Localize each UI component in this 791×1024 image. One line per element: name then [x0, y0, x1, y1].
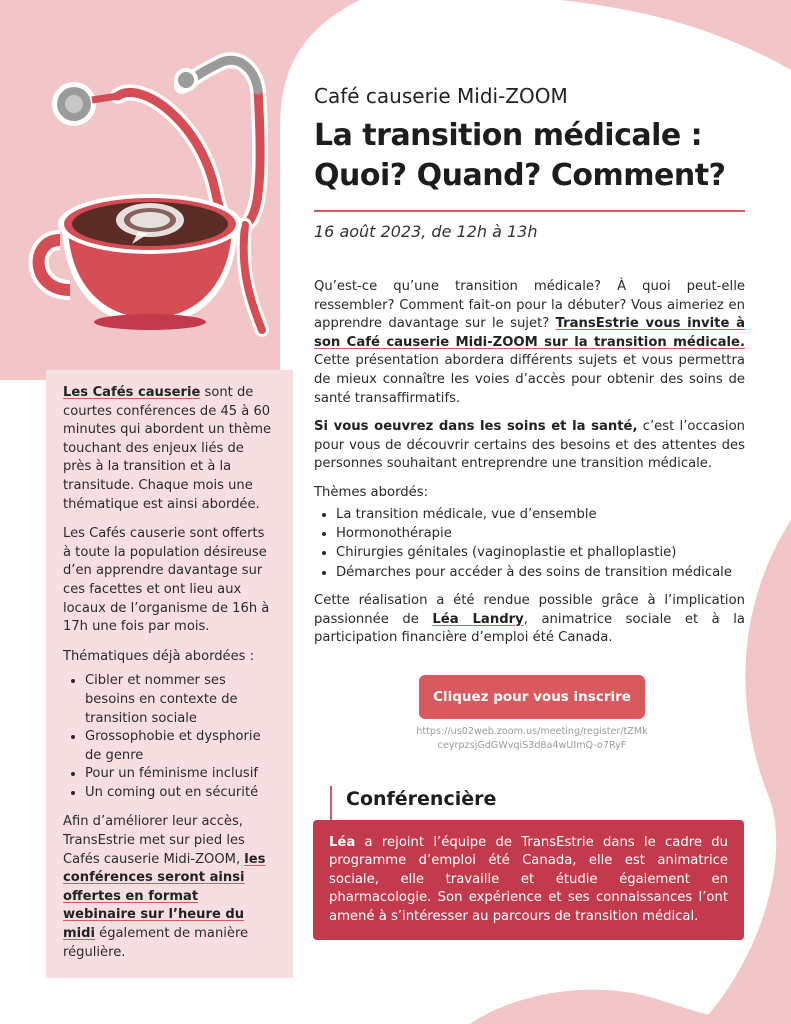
sidebar-intro-text: sont de courtes conférences de 45 à 60 minutes qui abordent un thème touchant des enjeux liés de près à la transition et à la transitude. Chaque mois une thématique est ainsi abordée. — [63, 385, 272, 512]
speaker-name: Léa — [329, 835, 356, 850]
past-topics-label: Thématiques déjà abordées : — [63, 648, 255, 664]
register-button[interactable]: Cliquez pour vous inscrire — [419, 675, 645, 719]
health-text: c’est l’occasion pour vous de découvrir certains des besoins et des attentes des personnes souhaitant entreprendre une transition médicale. — [314, 419, 745, 472]
past-topics-list — [63, 672, 275, 802]
intro-tail: Cette présentation abordera différents sujets et vous permettra de mieux connaître les voies d’accès pour obtenir des soins de santé transaffirmatifs. — [314, 353, 745, 406]
intro-paragraph — [314, 278, 745, 408]
bottom-blob — [470, 990, 740, 1024]
page-title — [314, 116, 754, 196]
sidebar-info — [46, 370, 293, 978]
credit-text: Cette réalisation a été rendue possible grâce à l’implication passionnée de — [314, 593, 745, 627]
title-divider — [314, 210, 745, 212]
intro-invitation: TransEstrie vous invite à son Café causerie Midi-ZOOM sur la transition médicale. — [314, 316, 746, 350]
themes-list — [314, 505, 745, 583]
register-url-link[interactable]: https://us02web.zoom.us/meeting/register/tZMkceyrpzsjGdGWvqiS3d8a4wUImQ-o7RyF — [416, 726, 648, 751]
event-series-label: Café causerie Midi-ZOOM — [314, 84, 568, 108]
theme-item: • Démarches pour accéder à des soins de transition médicale — [336, 563, 745, 582]
speaker-bio — [313, 820, 744, 940]
credit-tail: , animatrice sociale et à la participation financière d’emploi été Canada. — [314, 611, 745, 646]
theme-item: • Chirurgies génitales (vaginoplastie et phalloplastie) — [336, 543, 745, 562]
intro-text: Qu’est-ce qu’une transition médicale? À quoi peut-elle ressembler? Comment fait-on pour la débuter? Vous aimeriez en apprendre davantage sur le sujet? — [314, 279, 745, 332]
credit-name: Léa Landry — [432, 611, 524, 627]
title-line-1: La transition médicale : — [314, 118, 703, 153]
past-topic-item: • Un coming out en sécurité — [85, 784, 275, 803]
sidebar-intro — [63, 384, 275, 514]
themes-label: Thèmes abordés: — [314, 484, 429, 500]
sidebar-webinar — [63, 813, 275, 962]
top-right-blob — [560, 0, 791, 70]
speaker-heading-bar — [330, 786, 332, 820]
sidebar-access: Les Cafés causerie sont offerts à toute la population désireuse d’en apprendre davantage sur ces facettes et ont lieu aux locaux de l’organisme de 16h à 17h une fois par mois. — [63, 526, 270, 635]
sidebar-intro-bold: Les Cafés causerie — [63, 385, 201, 400]
main-content — [314, 278, 745, 658]
past-topic-item: • Cibler et nommer ses besoins en contexte de transition sociale — [85, 672, 275, 728]
theme-item: • Hormonothérapie — [336, 524, 745, 543]
event-date: 16 août 2023, de 12h à 13h — [314, 222, 538, 241]
sidebar-webinar-text: Afin d’améliorer leur accès, TransEstrie met sur pied les Cafés causerie Midi-ZOOM, — [63, 814, 245, 867]
health-paragraph — [314, 418, 745, 474]
title-line-2: Quoi? Quand? Comment? — [314, 158, 726, 193]
theme-item: • La transition médicale, vue d’ensemble — [336, 505, 745, 524]
sidebar-webinar-bold: les conférences seront ainsi offertes en format webinaire sur l’heure du midi — [63, 851, 266, 942]
past-topic-item: • Grossophobie et dysphorie de genre — [85, 728, 275, 765]
health-emphasis: Si vous oeuvrez dans les soins et la santé, — [314, 419, 638, 435]
past-topic-item: • Pour un féminisme inclusif — [85, 765, 275, 784]
sidebar-webinar-tail: également de manière régulière. — [63, 926, 249, 960]
speaker-bio-text: a rejoint l’équipe de TransEstrie dans le cadre du programme d’emploi été Canada, elle est animatrice sociale, elle travaille et étudie également en pharmacologie. Son expérience et ses connaissances l’ont amené à s’intéresser au parcours de transition médical. — [329, 835, 728, 924]
speaker-heading: Conférencière — [346, 788, 497, 810]
credit-paragraph — [314, 592, 745, 648]
